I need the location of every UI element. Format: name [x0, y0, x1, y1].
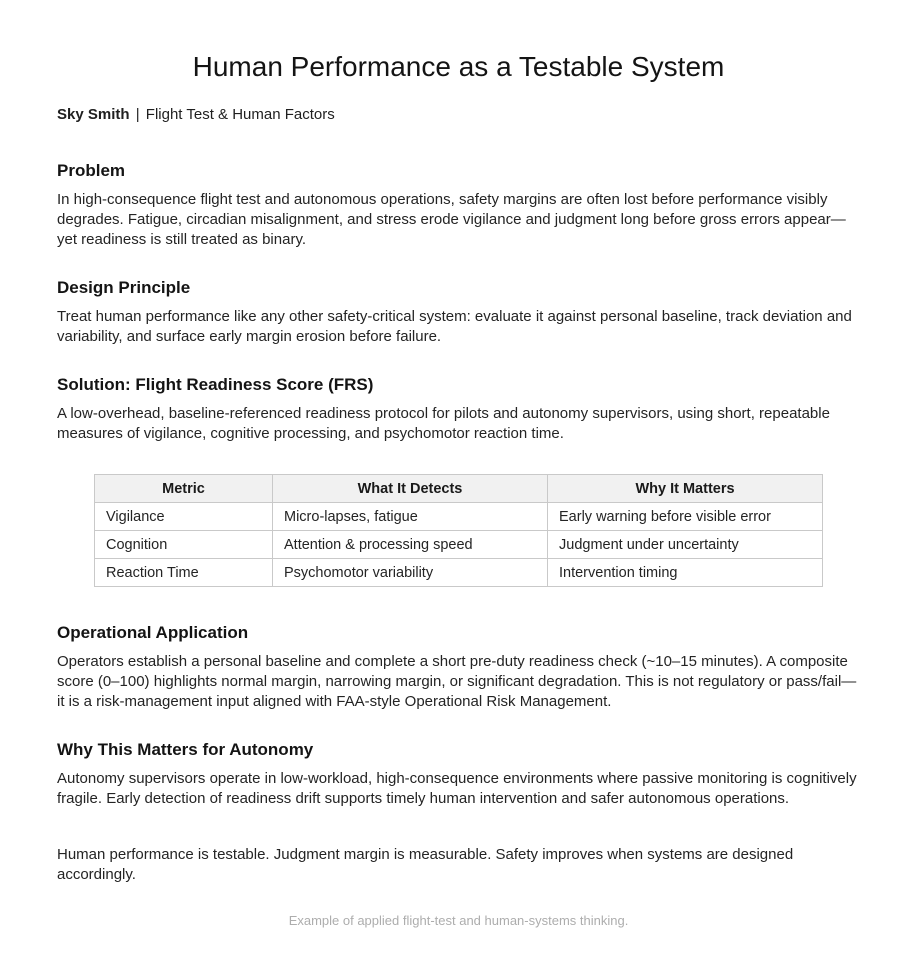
column-header-what-it-detects: What It Detects [273, 475, 548, 503]
section-body-solution: A low-overhead, baseline-referenced readiness protocol for pilots and autonomy supervisors, using short, repeatable measures of vigilance, cognitive processing, and psychomotor reaction time. [57, 405, 830, 442]
byline [57, 106, 860, 123]
table-row [95, 559, 823, 587]
section-heading-why-this-matters: Why This Matters for Autonomy [57, 740, 314, 759]
table-cell: Cognition [95, 531, 273, 559]
page-title: Human Performance as a Testable System [192, 51, 725, 82]
closing-statement: Human performance is testable. Judgment margin is measurable. Safety improves when systems are designed accordingly. [57, 846, 794, 883]
metrics-table [94, 474, 823, 587]
section-body-operational-application: Operators establish a personal baseline and complete a short pre-duty readiness check (~10–15 minutes). A composite score (0–100) highlights normal margin, narrowing margin, or significant degradation. This is not regulatory or pass/fail—it is a risk-management input aligned with FAA-style Operational Risk Management. [57, 653, 857, 710]
section-heading-design-principle: Design Principle [57, 278, 191, 297]
table-cell: Micro-lapses, fatigue [273, 503, 548, 531]
table-cell: Early warning before visible error [548, 503, 823, 531]
footer-note: Example of applied flight-test and human-systems thinking. [288, 913, 629, 928]
section-body-problem: In high-consequence flight test and autonomous operations, safety margins are often lost before performance visibly degrades. Fatigue, circadian misalignment, and stress erode vigilance and judgment long before gross errors appear—yet readiness is still treated as binary. [57, 191, 846, 248]
section-heading-operational-application: Operational Application [57, 623, 249, 642]
column-header-why-it-matters: Why It Matters [548, 475, 823, 503]
table-cell: Intervention timing [548, 559, 823, 587]
table-cell: Psychomotor variability [273, 559, 548, 587]
table-row [95, 503, 823, 531]
column-header-metric: Metric [95, 475, 273, 503]
author-role: Flight Test & Human Factors [145, 106, 335, 123]
table-row [95, 531, 823, 559]
section-body-why-this-matters: Autonomy supervisors operate in low-workload, high-consequence environments where passive monitoring is cognitively fragile. Early detection of readiness drift supports timely human intervention and safer autonomous operations. [57, 770, 857, 807]
byline-separator: | [135, 106, 140, 123]
section-body-design-principle: Treat human performance like any other safety-critical system: evaluate it against personal baseline, track deviation and variability, and surface early margin erosion before failure. [57, 308, 852, 345]
table-cell: Judgment under uncertainty [548, 531, 823, 559]
section-heading-solution: Solution: Flight Readiness Score (FRS) [57, 375, 374, 394]
table-cell: Vigilance [95, 503, 273, 531]
table-header-row [95, 475, 823, 503]
author-name: Sky Smith [57, 106, 130, 123]
table-cell: Reaction Time [95, 559, 273, 587]
section-heading-problem: Problem [57, 161, 126, 180]
table-cell: Attention & processing speed [273, 531, 548, 559]
